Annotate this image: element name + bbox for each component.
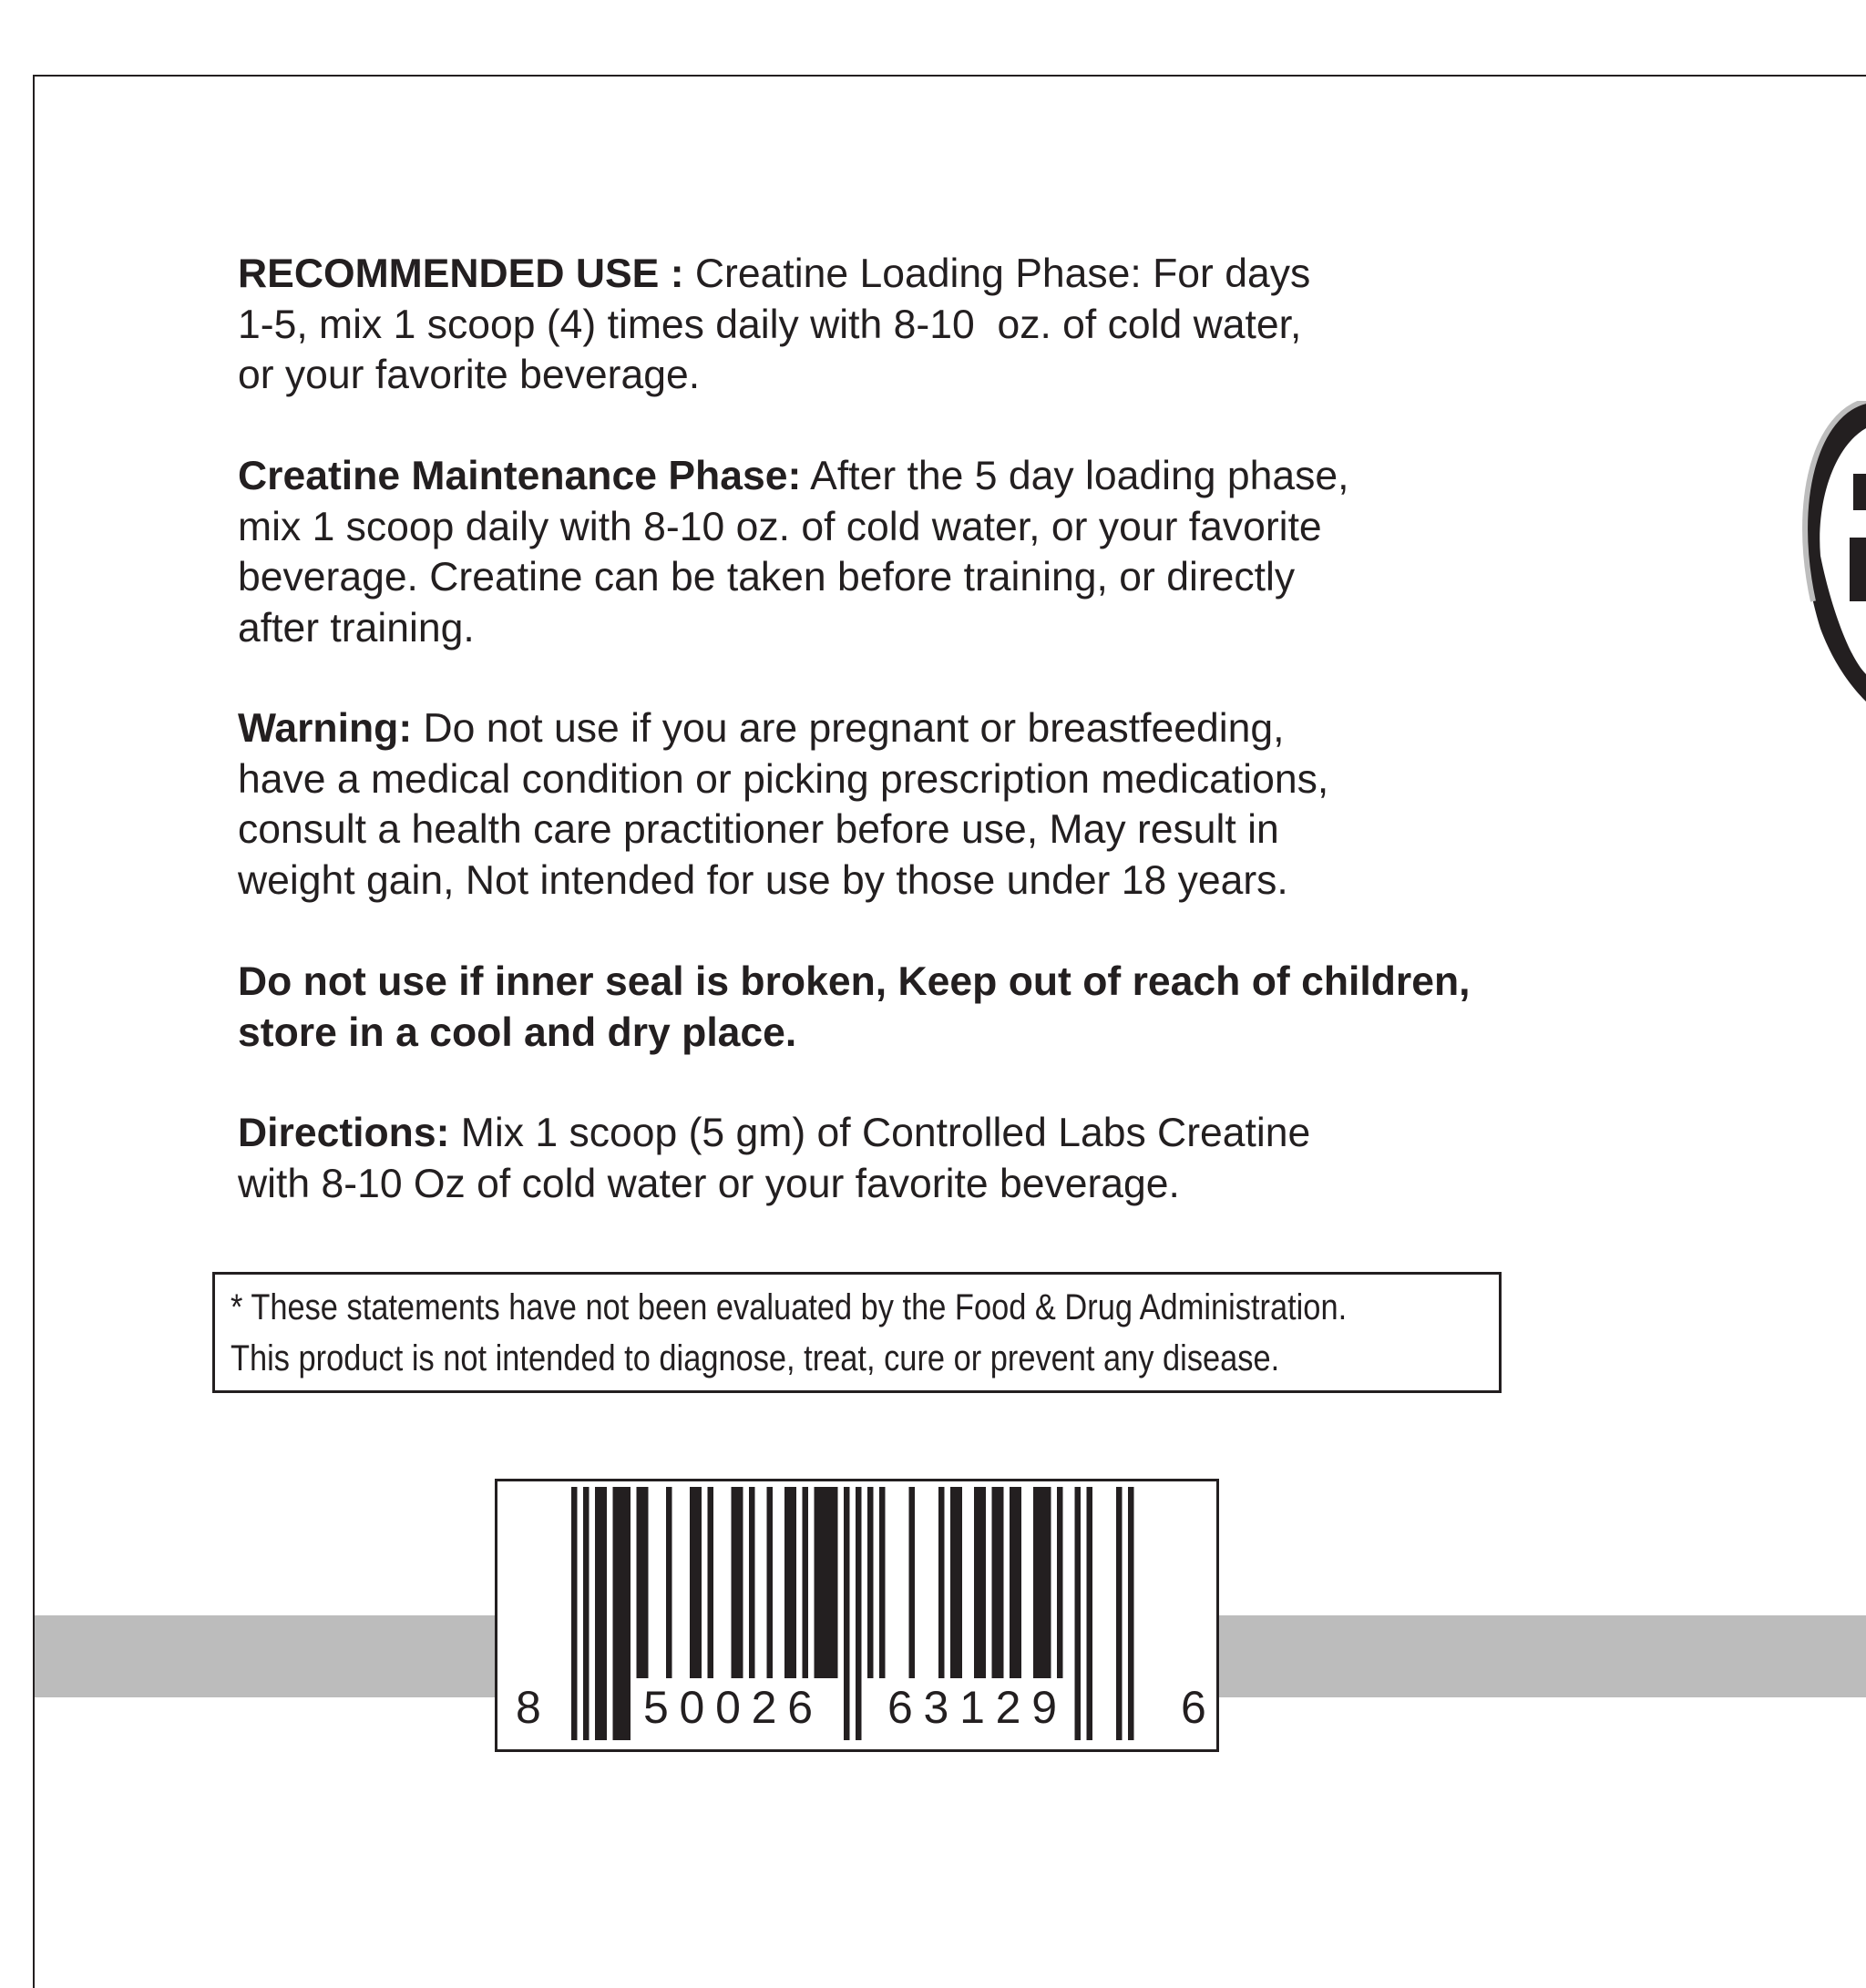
barcode-bar	[583, 1487, 590, 1740]
barcode-bar	[1087, 1487, 1093, 1740]
barcode-bar	[1075, 1487, 1082, 1740]
directions-paragraph	[238, 1108, 1310, 1209]
fda-disclaimer-line-1: * These statements have not been evaluated by the Food & Drug Administration.	[231, 1287, 1348, 1327]
barcode-bar	[1010, 1487, 1021, 1678]
barcode-number-system-digit: 8	[516, 1682, 541, 1733]
directions-line-2: with 8-10 Oz of cold water or your favorite beverage.	[238, 1161, 1180, 1206]
barcode-check-digit: 6	[1181, 1682, 1206, 1733]
maintenance-heading: Creatine Maintenance Phase:	[238, 454, 802, 498]
recommended-use-line-1: Creatine Loading Phase: For days	[683, 251, 1311, 296]
barcode-bar	[938, 1487, 945, 1678]
maintenance-line-2: mix 1 scoop daily with 8-10 oz. of cold water, or your favorite	[238, 504, 1322, 549]
barcode-bar	[909, 1487, 916, 1678]
barcode-bar	[1116, 1487, 1123, 1740]
seal-notice-line-1: Do not use if inner seal is broken, Keep out of reach of children,	[238, 959, 1471, 1004]
maintenance-paragraph	[238, 451, 1348, 653]
seal-notice-paragraph	[238, 957, 1471, 1058]
barcode-bar	[803, 1487, 809, 1678]
warning-line-1: Do not use if you are pregnant or breastfeeding,	[412, 706, 1285, 751]
maintenance-line-3: beverage. Creatine can be taken before training, or directly	[238, 555, 1296, 599]
barcode-bar	[867, 1487, 874, 1678]
barcode-bar	[749, 1487, 755, 1678]
barcode-bar	[1128, 1487, 1134, 1740]
barcode-bar	[767, 1487, 774, 1678]
barcode-bar	[1033, 1487, 1051, 1678]
fda-disclaimer-line-2: This product is not intended to diagnose, treat, cure or prevent any disease.	[231, 1338, 1280, 1378]
barcode-bar	[595, 1487, 607, 1740]
barcode-bar	[844, 1487, 850, 1740]
barcode-bar	[571, 1487, 578, 1740]
barcode-bar	[1057, 1487, 1063, 1678]
barcode-bar	[708, 1487, 714, 1678]
barcode-bar	[992, 1487, 1004, 1678]
maintenance-line-4: after training.	[238, 605, 475, 651]
barcode-bar	[613, 1487, 631, 1740]
barcode-left-digits: 50026	[643, 1682, 813, 1733]
recommended-use-line-3: or your favorite beverage.	[238, 353, 701, 397]
barcode-bar	[637, 1487, 649, 1678]
barcode-bar	[815, 1487, 838, 1678]
maintenance-line-1: After the 5 day loading phase,	[801, 454, 1349, 498]
warning-line-2: have a medical condition or picking prescription medications,	[238, 756, 1329, 802]
barcode-bar	[784, 1487, 796, 1678]
warning-paragraph	[238, 703, 1328, 906]
barcode	[495, 1479, 1219, 1752]
barcode-bar	[690, 1487, 702, 1678]
warning-line-3: consult a health care practitioner before use, May result in	[238, 807, 1279, 852]
badge-logo-icon	[1793, 401, 1866, 702]
barcode-bar	[950, 1487, 962, 1678]
directions-heading: Directions:	[238, 1111, 450, 1155]
seal-notice-line-2: store in a cool and dry place.	[238, 1009, 797, 1055]
directions-line-1: Mix 1 scoop (5 gm) of Controlled Labs Creatine	[449, 1111, 1311, 1155]
warning-line-4: weight gain, Not intended for use by those under 18 years.	[238, 857, 1288, 903]
barcode-graphic	[497, 1481, 1216, 1749]
recommended-use-heading: RECOMMENDED USE :	[238, 251, 684, 296]
warning-heading: Warning:	[238, 706, 413, 751]
barcode-bar	[974, 1487, 986, 1678]
barcode-bar	[732, 1487, 743, 1678]
fda-disclaimer-box	[212, 1272, 1502, 1393]
barcode-bar	[666, 1487, 672, 1678]
recommended-use-paragraph	[238, 249, 1310, 401]
barcode-bar	[879, 1487, 886, 1678]
barcode-bar	[856, 1487, 862, 1740]
recommended-use-line-2: 1-5, mix 1 scoop (4) times daily with 8-10 oz. of cold water,	[238, 302, 1302, 347]
barcode-right-digits: 63129	[887, 1682, 1057, 1733]
